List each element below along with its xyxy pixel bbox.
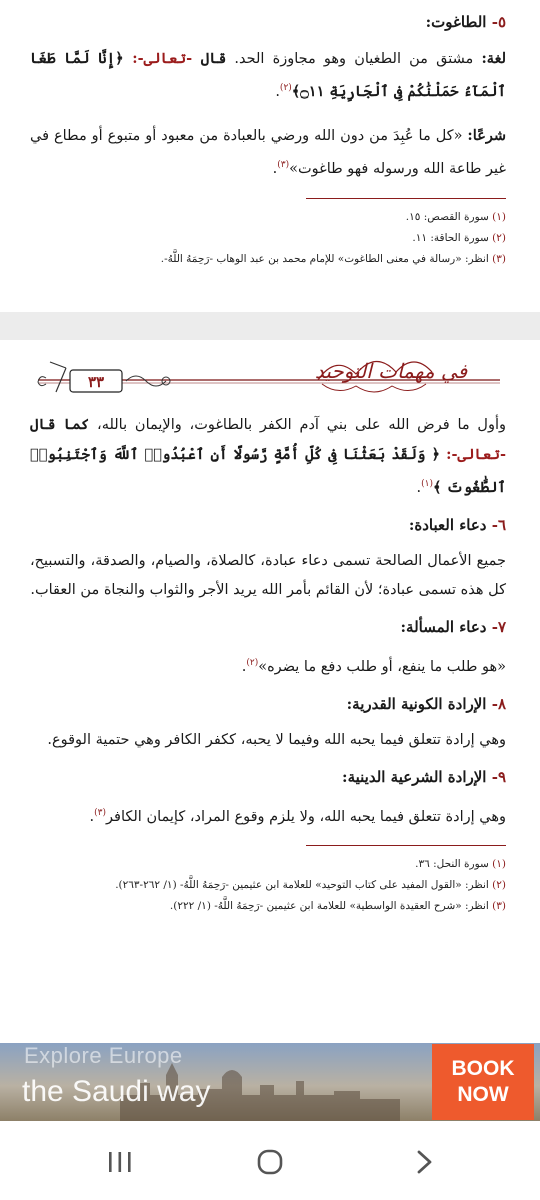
section-number: ٧- <box>491 617 506 636</box>
book-now-button[interactable] <box>432 1044 534 1120</box>
shar-text: «كل ما عُبِدَ من دون الله ورضي بالعبادة من معبود أو متبوع أو مطاع في غير طاعة الله ورسوله فهو طاغوت» <box>30 127 506 177</box>
paragraph-7 <box>30 649 506 682</box>
para7-text: «هو طلب ما ينفع، أو طلب دفع ما يضره» <box>258 658 506 675</box>
footnote <box>30 249 506 270</box>
footnote-text: انظر: «شرح العقيدة الواسطية» للعلامة ابن عثيمين -رَحِمَهُ اللَّهُ- (١/ ٢٢٢). <box>169 900 493 913</box>
footnote-ref[interactable]: (١) <box>421 479 433 489</box>
section-number: ٦- <box>491 515 506 534</box>
section-heading-8 <box>30 692 506 716</box>
book-page-top <box>0 0 540 312</box>
footnote-number: (٢) <box>492 231 506 244</box>
footnote <box>30 228 506 249</box>
footnote-number: (١) <box>492 858 506 871</box>
ad-banner[interactable] <box>0 1043 540 1121</box>
footnotes <box>30 207 506 270</box>
lugha-paragraph: لغة: مشتق من الطغيان وهو مجاوزة الحد. قال -تعالى-: ﴿إِنَّا لَمَّا طَغَا ٱلْمَآءُ حَمَلْنَٰكُمْ فِى ٱلْجَارِيَةِ ۝١١﴾$^{(٢)}$. <box>30 50 506 100</box>
footnote-text: انظر: «القول المفيد على كتاب التوحيد» للعلامة ابن عثيمين -رَحِمَهُ اللَّهُ- (١/ ٢٦٢-٢٦٣). <box>115 879 493 892</box>
footnote-text: انظر: «رسالة في معنى الطاغوت» للإمام محمد بن عبد الوهاب -رَحِمَهُ اللَّهُ-. <box>160 252 493 265</box>
section-title: الإرادة الشرعية الدينية: <box>342 767 492 786</box>
intro-text: وأول ما فرض الله على بني آدم الكفر بالطاغوت، والإيمان بالله، <box>89 417 506 433</box>
footnote <box>30 207 506 228</box>
paragraph-9 <box>30 799 506 832</box>
footnote-number: (٣) <box>492 252 506 265</box>
footnote <box>30 875 506 896</box>
footnote <box>30 896 506 917</box>
section-heading-7 <box>30 615 506 639</box>
ad-tagline: the Saudi way <box>22 1075 211 1108</box>
footnote-number: (٢) <box>492 879 506 892</box>
shar-paragraph <box>30 121 506 184</box>
para9-text: وهي إرادة تتعلق فيما يحبه الله، ولا يلزم وقوع المراد، كإيمان الكافر <box>106 808 506 825</box>
period: . <box>272 160 278 177</box>
section-number: ٩- <box>491 767 506 786</box>
header-title: في مهمات التوحيد <box>314 359 468 383</box>
period: . <box>89 808 95 825</box>
footnote-number: (٣) <box>492 900 506 913</box>
cta-line-1: BOOK <box>451 1057 515 1080</box>
footnote-divider <box>306 845 506 846</box>
recents-icon[interactable] <box>100 1145 140 1181</box>
section-title: الطاغوت: <box>425 13 487 31</box>
footnote <box>30 854 506 875</box>
quran-verse: ﴿ وَلَقَدْ بَعَثْنَا فِى كُلِّ أُمَّةٍ رَّسُولًا أَنِ ٱعْبُدُوا۟ ٱللَّهَ وَٱجْتَنِبُوا۟ ٱلطَّٰغُوتَ ﴾ <box>30 446 506 496</box>
footnote-ref[interactable]: (٣) <box>277 159 290 170</box>
footnote-text: سورة الحاقة: ١١. <box>412 231 493 244</box>
paragraph-6: جميع الأعمال الصالحة تسمى دعاء عبادة، كالصلاة، والصيام، والصدقة، والتسبيح، كل هذه تسمى عبادة؛ لأن القائم بأمر الله يريد الأجر والثواب والنجاة من العقاب. <box>30 552 506 598</box>
footnote-number: (١) <box>492 210 506 223</box>
quran-verse: ﴿إِنَّا لَمَّا طَغَا ٱلْمَآءُ حَمَلْنَٰكُمْ فِى ٱلْجَارِيَةِ ۝١١﴾ <box>30 50 506 100</box>
system-navigation-bar <box>0 1121 540 1200</box>
taala-text: -تعالى-: <box>123 50 201 67</box>
paragraph-8: وهي إرادة تتعلق فيما يحبه الله وفيما لا يحبه، ككفر الكافر وهي حتمية الوقوع. <box>47 731 506 748</box>
footnote-ref[interactable]: (٢) <box>279 83 292 93</box>
section-heading-9 <box>30 765 506 789</box>
book-page-33 <box>0 340 540 1043</box>
taala-text: -تعالى-: <box>440 446 506 463</box>
section-heading-5 <box>30 10 506 34</box>
quill-icon <box>50 362 66 392</box>
period: . <box>241 658 247 675</box>
page-number: ٣٣ <box>87 373 105 391</box>
section-number: ٥- <box>491 13 506 31</box>
intro-paragraph <box>30 410 506 503</box>
header-ornament <box>26 340 510 410</box>
lugha-label: لغة: <box>481 50 506 67</box>
section-title: الإرادة الكونية القدرية: <box>346 694 492 713</box>
back-icon[interactable] <box>404 1145 444 1181</box>
page-header-banner <box>26 340 510 410</box>
home-icon[interactable] <box>250 1145 290 1181</box>
footnote-ref[interactable]: (٢) <box>246 657 259 668</box>
footnote-text: سورة القصص: ١٥. <box>405 210 493 223</box>
footnote-text: سورة النحل: ٣٦. <box>415 858 493 871</box>
ad-headline: Explore Europe <box>24 1043 183 1068</box>
section-title: دعاء العبادة: <box>408 515 492 534</box>
period: . <box>416 479 422 496</box>
kama-qala: كما قال <box>30 416 90 433</box>
section-title: دعاء المسألة: <box>400 617 492 636</box>
footnote-ref[interactable]: (٣) <box>94 807 107 818</box>
shar-label: شرعًا: <box>467 126 506 144</box>
lugha-text: مشتق من الطغيان وهو مجاوزة الحد. <box>226 51 482 67</box>
section-heading-6 <box>30 513 506 537</box>
footnote-divider <box>306 198 506 199</box>
section-number: ٨- <box>491 694 506 713</box>
cta-line-2: NOW <box>457 1083 509 1106</box>
qala-label: قال <box>200 50 227 67</box>
footnotes <box>30 854 506 917</box>
